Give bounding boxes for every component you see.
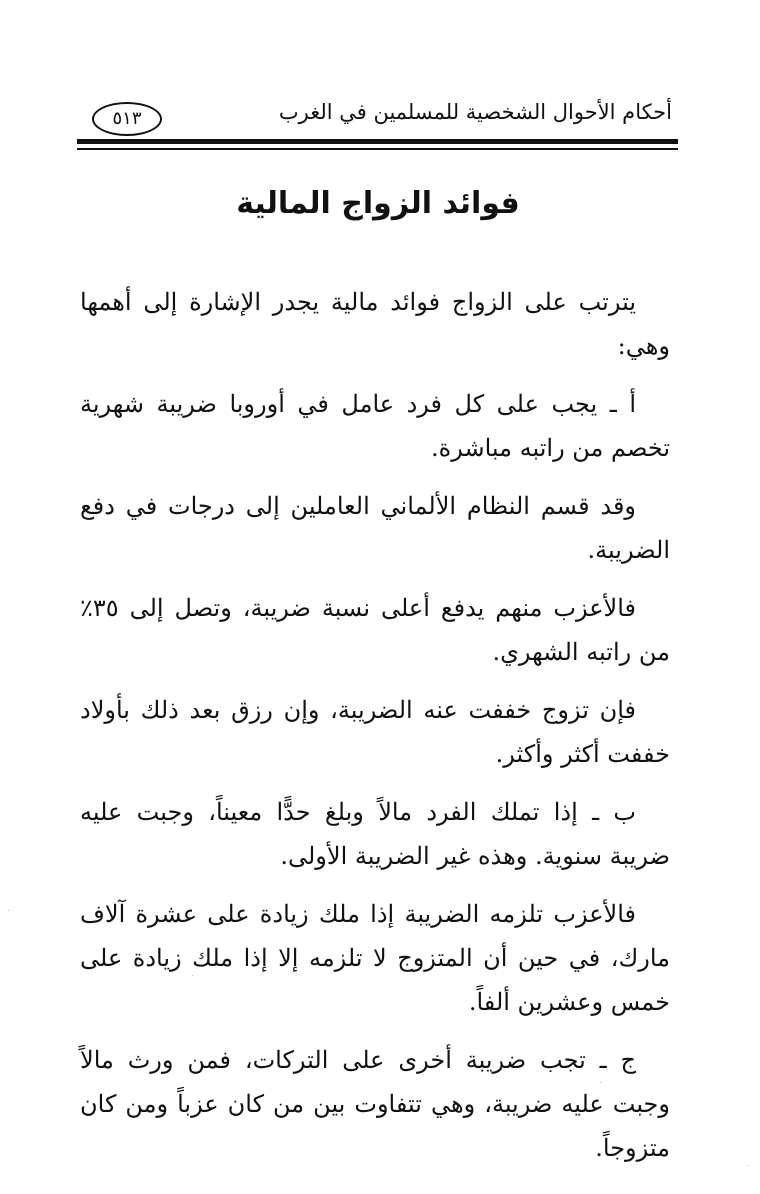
header-rule-thick bbox=[77, 139, 678, 144]
paragraph: وقد قسم النظام الألماني العاملين إلى درجات في دفع الضريبة. bbox=[80, 492, 670, 564]
paragraph: فالأعزب تلزمه الضريبة إذا ملك زيادة على عشرة آلاف مارك، في حين أن المتزوج لا تلزمه إلا إذا ملك زيادة على خمس وعشرين ألفاً. bbox=[80, 900, 670, 1016]
scan-speck bbox=[192, 975, 193, 976]
running-header bbox=[78, 88, 678, 138]
scan-speck bbox=[748, 1165, 749, 1166]
scan-speck bbox=[8, 910, 9, 911]
section-title: فوائد الزواج المالية bbox=[236, 186, 520, 221]
paragraph: فإن تزوج خففت عنه الضريبة، وإن رزق بعد ذلك بأولاد خففت أكثر وأكثر. bbox=[80, 696, 670, 768]
paragraph: أ ـ يجب على كل فرد عامل في أوروبا ضريبة شهرية تخصم من راتبه مباشرة. bbox=[80, 390, 670, 462]
running-title: أحكام الأحوال الشخصية للمسلمين في الغرب bbox=[278, 100, 672, 124]
scan-speck bbox=[600, 1082, 601, 1083]
paragraph: فالأعزب منهم يدفع أعلى نسبة ضريبة، وتصل إلى ٣٥٪ من راتبه الشهري. bbox=[80, 594, 670, 666]
paragraph: يترتب على الزواج فوائد مالية يجدر الإشارة إلى أهمها وهي: bbox=[80, 288, 670, 360]
page-number: ٥١٣ bbox=[92, 102, 162, 136]
paragraph: ب ـ إذا تملك الفرد مالاً وبلغ حدًّا معيناً، وجبت عليه ضريبة سنوية. وهذه غير الضريبة الأولى. bbox=[80, 798, 670, 870]
paragraph: ج ـ تجب ضريبة أخرى على التركات، فمن ورث مالاً وجبت عليه ضريبة، وهي تتفاوت بين من كان عزباً ومن كان متزوجاً. bbox=[80, 1046, 670, 1162]
body-text bbox=[80, 280, 670, 1184]
header-rule-thin bbox=[77, 148, 678, 150]
